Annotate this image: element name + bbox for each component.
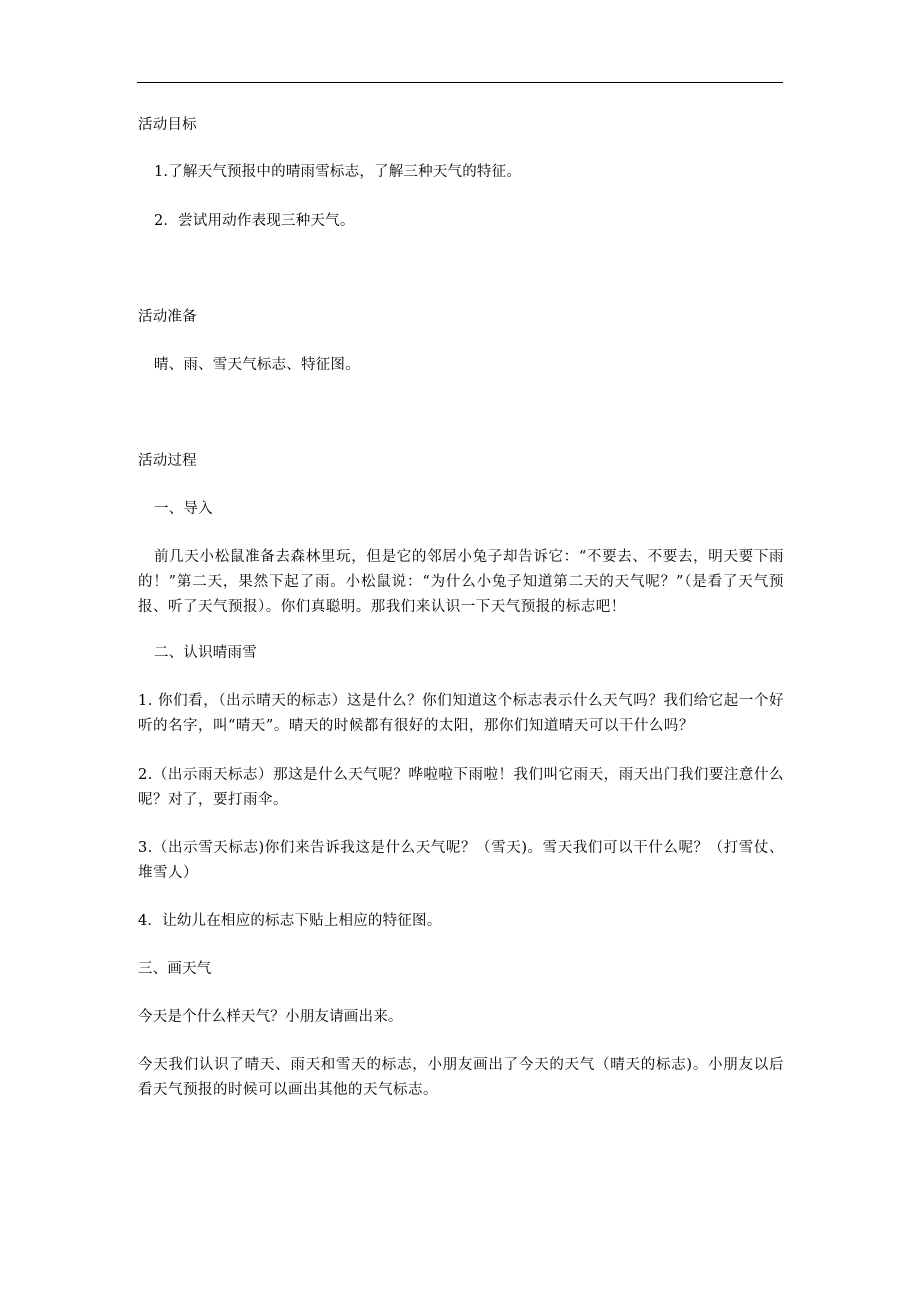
part2-title: 二、认识晴雨雪	[154, 645, 257, 661]
part2-step-3: 3.（出示雪天标志)你们来告诉我这是什么天气呢？（雪天)。雪天我们可以干什么呢？（打雪仗、堆雪人）	[138, 840, 784, 881]
process-heading: 活动过程	[138, 453, 197, 469]
part2-step-4: 4．让幼儿在相应的标志下贴上相应的特征图。	[138, 913, 442, 929]
goal-item-2: 2．尝试用动作表现三种天气。	[154, 213, 355, 229]
part3-title: 三、画天气	[138, 961, 212, 977]
prep-text: 晴、雨、雪天气标志、特征图。	[154, 357, 360, 373]
part2-step-1: 1. 你们看，（出示晴天的标志）这是什么？你们知道这个标志表示什么天气吗？我们给它起一个好听的名字，叫“晴天”。晴天的时候都有很好的太阳，那你们知道晴天可以干什么吗？	[138, 693, 784, 734]
prep-heading: 活动准备	[138, 309, 197, 325]
part1-title: 一、导入	[154, 501, 213, 517]
header-rule	[137, 82, 783, 83]
part1-text: 前几天小松鼠准备去森林里玩，但是它的邻居小兔子却告诉它：“不要去、不要去，明天要下雨的！”第二天，果然下起了雨。小松鼠说：“为什么小兔子知道第二天的天气呢？”（是看了天气预报、听了天气预报）。你们真聪明。那我们来认识一下天气预报的标志吧！	[138, 549, 784, 615]
goal-item-1: 1.了解天气预报中的晴雨雪标志，了解三种天气的特征。	[154, 164, 522, 180]
part2-step-2: 2.（出示雨天标志）那这是什么天气呢？哗啦啦下雨啦！我们叫它雨天，雨天出门我们要注意什么呢？对了，要打雨伞。	[138, 767, 784, 808]
goal-heading: 活动目标	[138, 117, 197, 133]
part3-line-1: 今天是个什么样天气？小朋友请画出来。	[138, 1009, 403, 1025]
part3-line-2: 今天我们认识了晴天、雨天和雪天的标志，小朋友画出了今天的天气（晴天的标志)。小朋友以后看天气预报的时候可以画出其他的天气标志。	[138, 1057, 784, 1098]
